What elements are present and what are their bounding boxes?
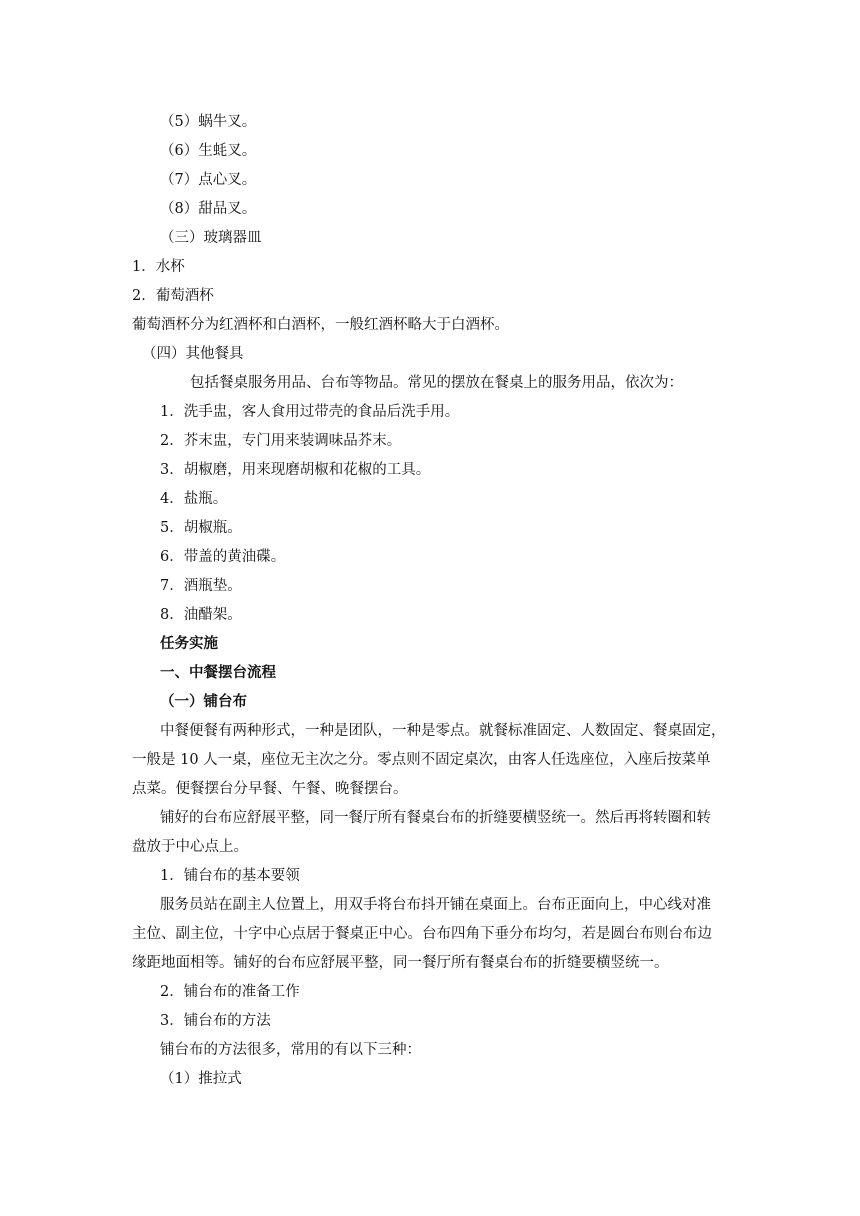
subsection-heading: 3．铺台布的方法 <box>160 1013 271 1029</box>
paragraph-line: 葡萄酒杯分为红酒杯和白酒杯，一般红酒杯略大于白酒杯。 <box>132 317 509 333</box>
list-item: 1．水杯 <box>132 259 185 275</box>
paragraph-line: 包括餐桌服务用品、台布等物品。常见的摆放在餐桌上的服务用品，依次为： <box>190 375 683 391</box>
paragraph-line: 铺好的台布应舒展平整，同一餐厅所有餐桌台布的折缝要横竖统一。然后再将转圈和转 <box>160 810 711 826</box>
list-item: （1）推拉式 <box>160 1071 242 1087</box>
text-line: （8）甜品叉。 <box>160 201 257 217</box>
paragraph-line: 主位、副主位，十字中心点居于餐桌正中心。台布四角下垂分布均匀，若是圆台布则台布边 <box>132 926 712 942</box>
list-item: 3．胡椒磨，用来现磨胡椒和花椒的工具。 <box>160 462 431 478</box>
paragraph-line: 铺台布的方法很多，常用的有以下三种： <box>160 1042 421 1058</box>
text-line: （6）生蚝叉。 <box>160 143 257 159</box>
list-item: 1．洗手盅，客人食用过带壳的食品后洗手用。 <box>160 404 460 420</box>
section-heading: 任务实施 <box>160 635 218 652</box>
list-item: 2．芥末盅，专门用来装调味品芥末。 <box>160 433 402 449</box>
subsection-heading: 2．铺台布的准备工作 <box>160 984 300 1000</box>
list-item: 6．带盖的黄油碟。 <box>160 549 286 565</box>
list-item: 4．盐瓶。 <box>160 491 228 507</box>
section-heading: （一）铺台布 <box>160 693 247 710</box>
list-item: 2．葡萄酒杯 <box>132 288 214 304</box>
section-heading: 一、中餐摆台流程 <box>160 664 276 681</box>
paragraph-line: 缘距地面相等。铺好的台布应舒展平整，同一餐厅所有餐桌台布的折缝要横竖统一。 <box>132 955 669 971</box>
paragraph-line: 服务员站在副主人位置上，用双手将台布抖开铺在桌面上。台布正面向上，中心线对准 <box>160 897 711 913</box>
section-heading: （三）玻璃器皿 <box>160 230 262 246</box>
subsection-heading: 1．铺台布的基本要领 <box>160 868 300 884</box>
text-line: （5）蜗牛叉。 <box>160 114 257 130</box>
paragraph-line: 点菜。便餐摆台分早餐、午餐、晚餐摆台。 <box>132 781 408 797</box>
paragraph-line: 盘放于中心点上。 <box>132 839 248 855</box>
section-heading: （四）其他餐具 <box>142 346 244 362</box>
text-line: （7）点心叉。 <box>160 172 257 188</box>
list-item: 7．酒瓶垫。 <box>160 578 242 594</box>
paragraph-line: 中餐便餐有两种形式，一种是团队，一种是零点。就餐标准固定、人数固定、餐桌固定， <box>160 723 726 739</box>
paragraph-line: 一般是 10 人一桌，座位无主次之分。零点则不固定桌次，由客人任选座位，入座后按菜单 <box>132 752 711 768</box>
list-item: 8．油醋架。 <box>160 607 242 623</box>
list-item: 5．胡椒瓶。 <box>160 520 242 536</box>
